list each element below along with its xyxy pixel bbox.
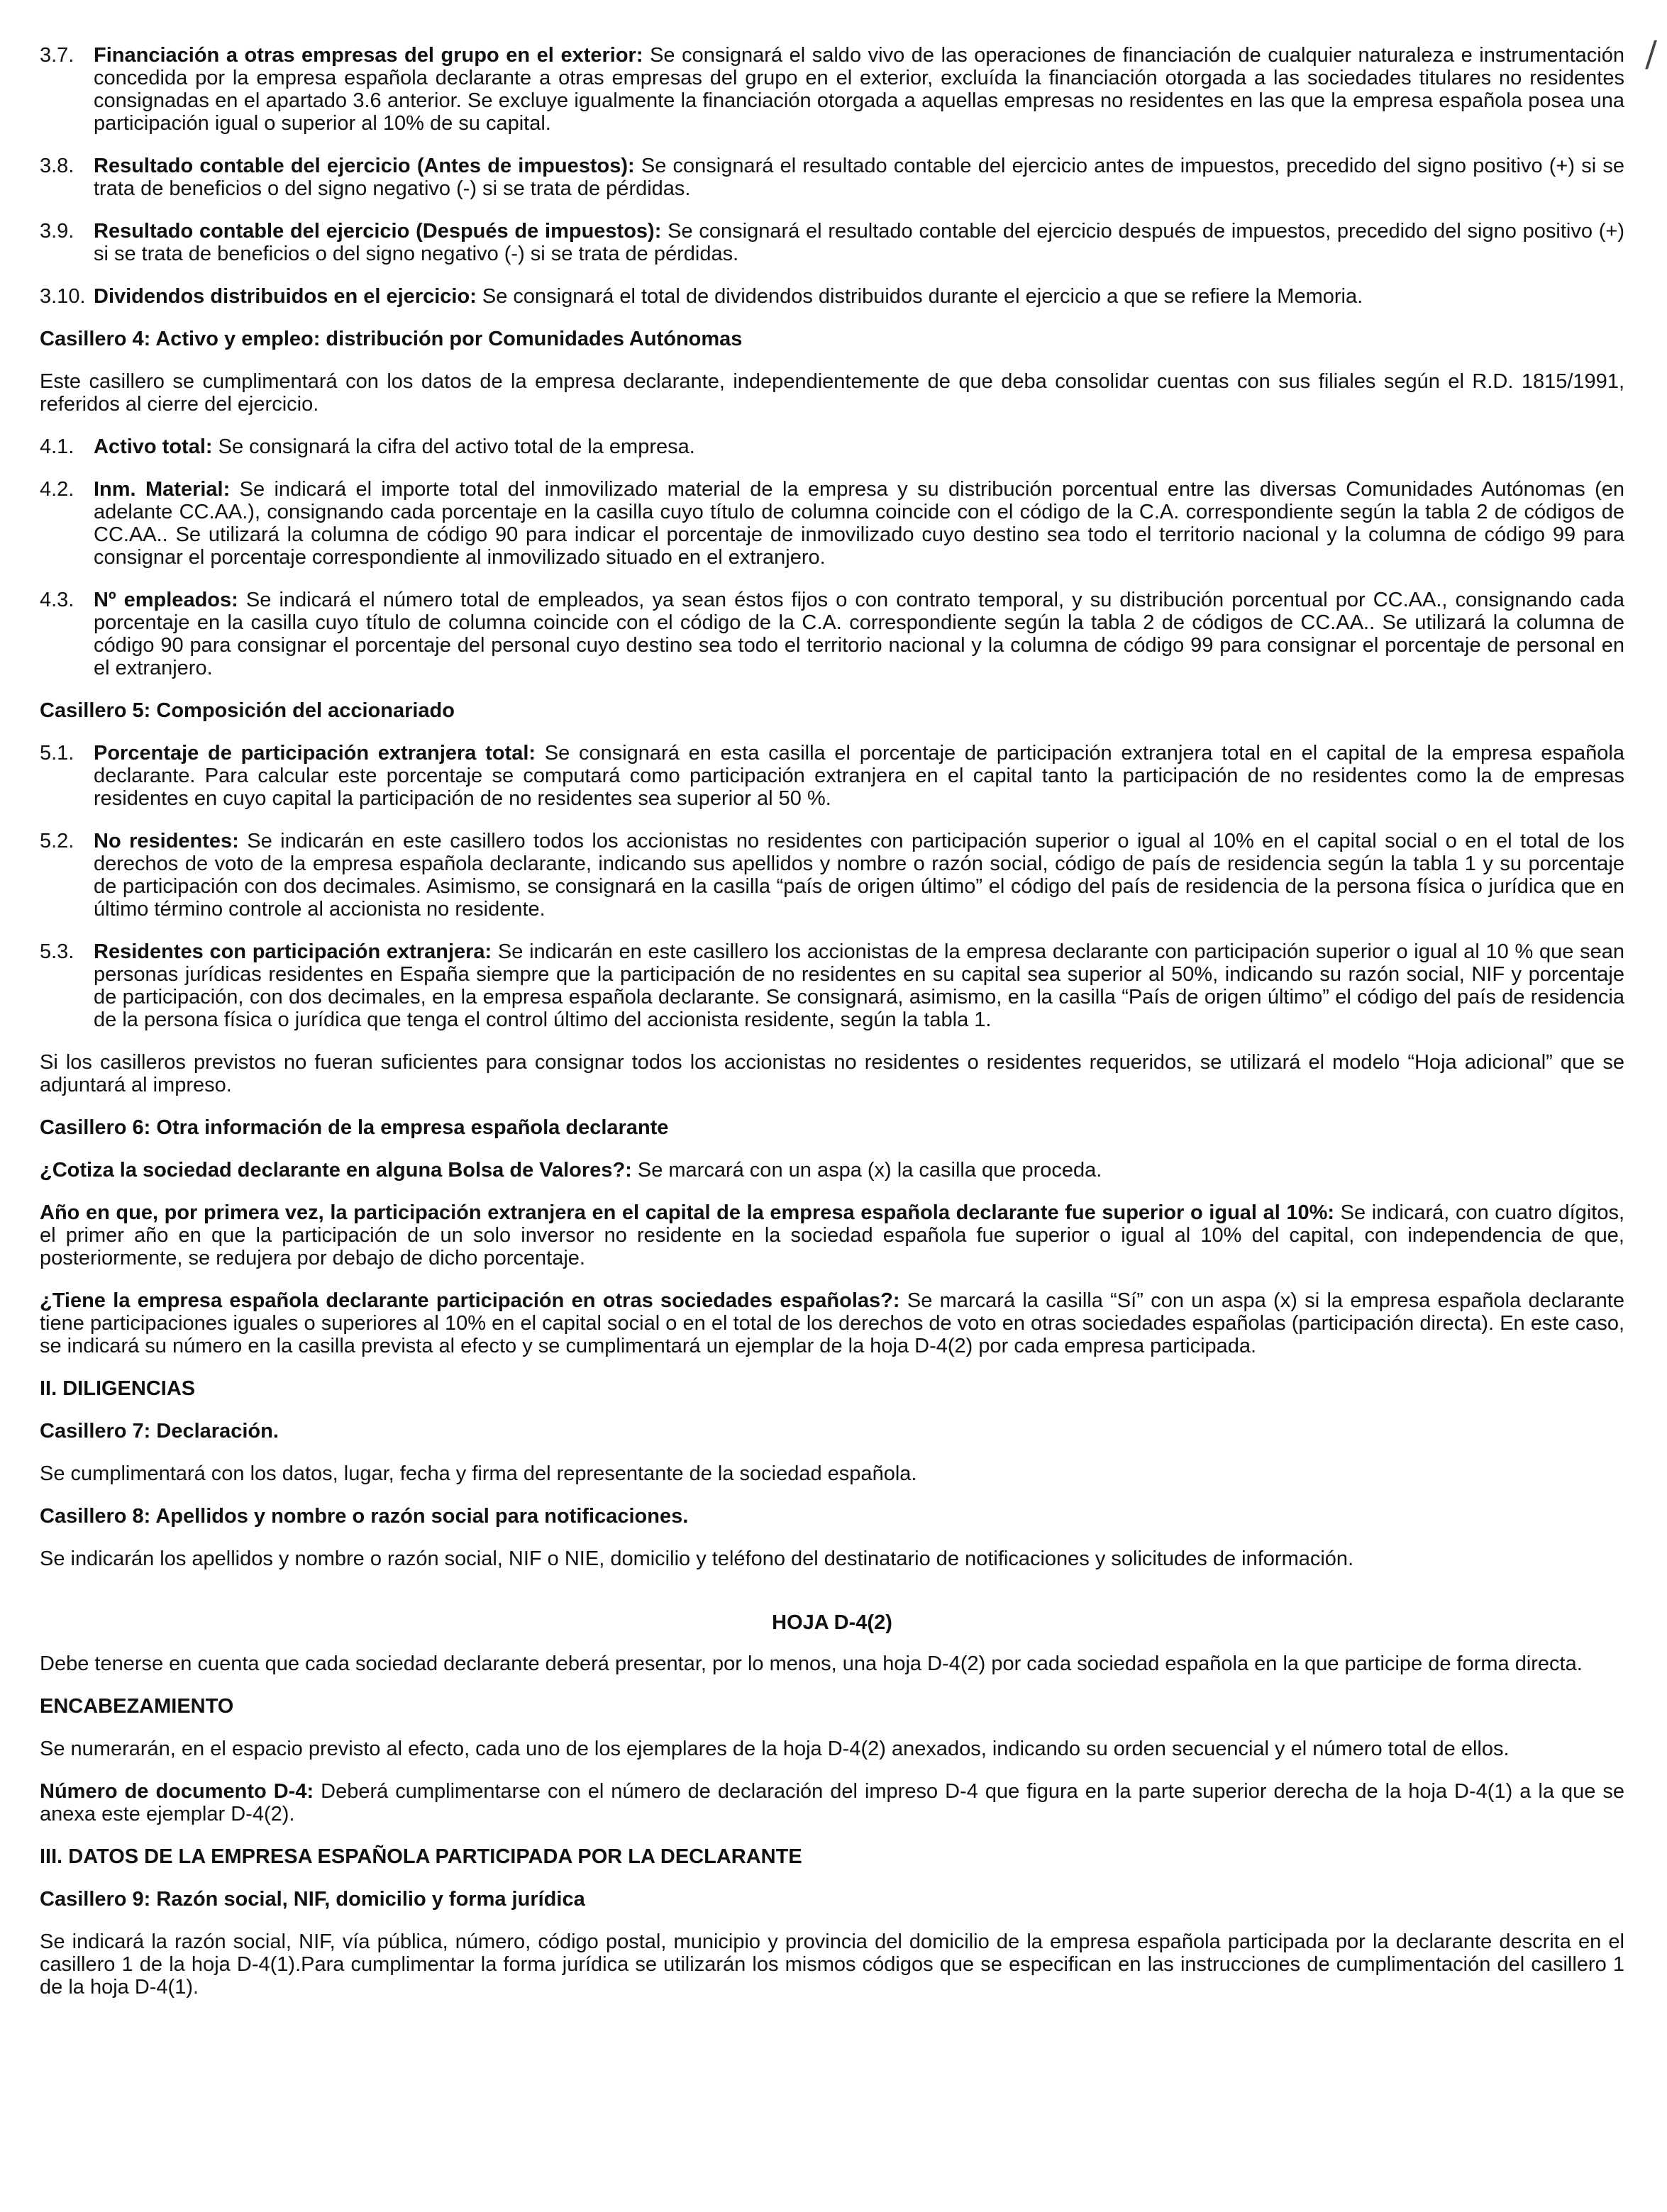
casillero-4-intro: Este casillero se cumplimentará con los datos de la empresa declarante, independientemente de que deba consolidar cuentas con sus filiales según el R.D. 1815/1991, referidos al cierre del ejercicio. — [40, 370, 1624, 416]
item-label: Nº empleados: — [94, 589, 238, 611]
item-label: No residentes: — [94, 830, 239, 852]
item-label: Dividendos distribuidos en el ejercicio: — [94, 285, 477, 308]
casillero-5-note: Si los casilleros previstos no fueran suficientes para consignar todos los accionistas no residentes o residentes requeridos, se utilizará el modelo “Hoja adicional” que se adjuntará al impreso. — [40, 1051, 1624, 1096]
item-label: Residentes con participación extranjera: — [94, 940, 492, 963]
item-number: 3.9. — [40, 220, 74, 243]
item-label: Resultado contable del ejercicio (Antes de impuestos): — [94, 155, 635, 177]
casillero-9-heading: Casillero 9: Razón social, NIF, domicilio y forma jurídica — [40, 1888, 585, 1911]
list-item — [40, 742, 1624, 810]
item-label: Activo total: — [94, 435, 213, 458]
casillero-5-heading: Casillero 5: Composición del accionariado — [40, 699, 455, 722]
item-number: 5.2. — [40, 830, 74, 852]
list-item — [40, 830, 1624, 921]
item-label: Inm. Material: — [94, 478, 231, 501]
list-item — [40, 155, 1624, 200]
item-label: Porcentaje de participación extranjera total: — [94, 742, 536, 765]
item-body: Se consignará la cifra del activo total de la empresa. — [212, 435, 695, 458]
paragraph-label: ¿Tiene la empresa española declarante participación en otras sociedades españolas?: — [40, 1289, 900, 1312]
item-number: 4.3. — [40, 589, 74, 611]
items-section-3 — [40, 44, 1624, 308]
section-iii-heading: III. DATOS DE LA EMPRESA ESPAÑOLA PARTICIPADA POR LA DECLARANTE — [40, 1845, 802, 1868]
item-text — [94, 285, 1624, 308]
casillero-4-heading: Casillero 4: Activo y empleo: distribución por Comunidades Autónomas — [40, 328, 743, 350]
casillero-7-heading: Casillero 7: Declaración. — [40, 1420, 279, 1443]
casillero-6-paragraph — [40, 1201, 1624, 1269]
item-body: Se indicarán en este casillero todos los accionistas no residentes con participación superior o igual al 10% en el capital social o en el total de los derechos de voto de la empresa española declarante, indicando sus apellidos y nombre o razón social, código de país de residencia según la tabla 1 y su porcentaje de participación con dos decimales. Asimismo, se consignará en la casilla “país de origen último” el código del país de residencia de la persona física o jurídica que en último término controle al accionista no residente. — [94, 830, 1624, 921]
paragraph-label: ¿Cotiza la sociedad declarante en alguna Bolsa de Valores?: — [40, 1159, 632, 1182]
item-body: Se consignará el saldo vivo de las operaciones de financiación de cualquier naturaleza e instrumentación concedida por la empresa española declarante a otras empresas del grupo en el exterior, excluída la financiación otorgada a las sociedades titulares no residentes consignadas en el apartado 3.6 anterior. Se excluye igualmente la financiación otorgada a aquellas empresas no residentes en las que la empresa española posea una participación igual o superior al 10% de su capital. — [94, 44, 1624, 135]
margin-mark: / — [1645, 33, 1657, 74]
casillero-6-heading: Casillero 6: Otra información de la empresa española declarante — [40, 1116, 669, 1139]
list-item — [40, 435, 1624, 458]
hoja-heading: HOJA D-4(2) — [772, 1611, 892, 1634]
encabezamiento-text: Se numerarán, en el espacio previsto al efecto, cada uno de los ejemplares de la hoja D-4(2) anexados, indicando su orden secuencial y el número total de ellos. — [40, 1738, 1510, 1760]
item-text — [94, 589, 1624, 679]
list-item — [40, 589, 1624, 679]
hoja-text: Debe tenerse en cuenta que cada sociedad declarante deberá presentar, por lo menos, una hoja D-4(2) por cada sociedad española en la que participe de forma directa. — [40, 1652, 1583, 1675]
list-item — [40, 940, 1624, 1031]
item-text — [94, 478, 1624, 569]
item-text — [94, 830, 1624, 921]
encabezamiento-heading: ENCABEZAMIENTO — [40, 1695, 234, 1718]
casillero-9-text: Se indicará la razón social, NIF, vía pública, número, código postal, municipio y provincia del domicilio de la empresa española participada por la declarante descrita en el casillero 1 de la hoja D-4(1).Para cumplimentar la forma jurídica se utilizarán los mismos códigos que se especifican en las instrucciones de cumplimentación del casillero 1 de la hoja D-4(1). — [40, 1930, 1624, 1999]
item-body: Se indicará el importe total del inmovilizado material de la empresa y su distribución porcentual entre las diversas Comunidades Autónomas (en adelante CC.AA.), consignando cada porcentaje en la casilla cuyo título de columna coincide con el código de la C.A. correspondiente según la tabla 2 de códigos de CC.AA.. Se utilizará la columna de código 90 para indicar el porcentaje de inmovilizado cuyo destino sea todo el territorio nacional y la columna de código 99 para consignar el porcentaje correspondiente al inmovilizado situado en el extranjero. — [94, 478, 1624, 569]
item-body: Se consignará en esta casilla el porcentaje de participación extranjera total en el capital de la empresa española declarante. Para calcular este porcentaje se computará como participación extranjera en el capital tanto la participación de no residentes como la de empresas residentes en cuyo capital la participación de no residentes sea superior al 50 %. — [94, 742, 1624, 810]
item-number: 4.2. — [40, 478, 74, 501]
section-ii-heading: II. DILIGENCIAS — [40, 1377, 196, 1400]
item-body: Se indicará el número total de empleados, ya sean éstos fijos o con contrato temporal, y su distribución porcentual por CC.AA., consignando cada porcentaje en la casilla cuyo título de columna coincide con el código de la C.A. correspondiente según la tabla 2 de códigos de CC.AA.. Se utilizará la columna de código 90 para consignar el porcentaje del personal cuyo destino sea todo el territorio nacional y la columna de código 99 para consignar el porcentaje de personal en el extranjero. — [94, 589, 1625, 679]
item-number: 3.7. — [40, 44, 74, 67]
list-item — [40, 285, 1624, 308]
casillero-8-text: Se indicarán los apellidos y nombre o razón social, NIF o NIE, domicilio y teléfono del destinatario de notificaciones y solicitudes de información. — [40, 1547, 1354, 1570]
item-number: 4.1. — [40, 435, 74, 458]
paragraph-body: Deberá cumplimentarse con el número de declaración del impreso D-4 que figura en la parte superior derecha de la hoja D-4(1) a la que se anexa este ejemplar D-4(2). — [40, 1780, 1624, 1825]
item-text — [94, 220, 1624, 265]
item-number: 5.3. — [40, 940, 74, 963]
item-label: Financiación a otras empresas del grupo en el exterior: — [94, 44, 643, 67]
item-body: Se consignará el resultado contable del ejercicio antes de impuestos, precedido del signo positivo (+) si se trata de beneficios o del signo negativo (-) si se trata de pérdidas. — [94, 155, 1624, 200]
items-section-4 — [40, 435, 1624, 679]
casillero-6-paragraph — [40, 1159, 1624, 1182]
item-number: 5.1. — [40, 742, 74, 765]
item-body: Se consignará el total de dividendos distribuidos durante el ejercicio a que se refiere la Memoria. — [476, 285, 1363, 308]
item-text — [94, 435, 1624, 458]
item-body: Se consignará el resultado contable del ejercicio después de impuestos, precedido del signo positivo (+) si se trata de beneficios o del signo negativo (-) si se trata de pérdidas. — [94, 220, 1624, 265]
paragraph-label: Año en que, por primera vez, la participación extranjera en el capital de la empresa española declarante fue superior o igual al 10%: — [40, 1201, 1335, 1224]
numero-documento-paragraph — [40, 1780, 1624, 1825]
item-text — [94, 940, 1624, 1031]
item-label: Resultado contable del ejercicio (Después de impuestos): — [94, 220, 662, 243]
paragraph-label: Número de documento D-4: — [40, 1780, 314, 1803]
item-text — [94, 155, 1624, 200]
casillero-6-paragraph — [40, 1289, 1624, 1357]
casillero-8-heading: Casillero 8: Apellidos y nombre o razón social para notificaciones. — [40, 1505, 689, 1528]
paragraph-body: Se marcará con un aspa (x) la casilla que proceda. — [631, 1159, 1102, 1182]
paragraph-body: Se indicará, con cuatro dígitos, el primer año en que la participación de un solo inversor no residente en la sociedad española fue superior o igual al 10% del capital, con independencia de que, posteriormente, se redujera por debajo de dicho porcentaje. — [40, 1201, 1625, 1269]
list-item — [40, 44, 1624, 135]
item-text — [94, 742, 1624, 810]
item-number: 3.8. — [40, 155, 74, 177]
casillero-7-text: Se cumplimentará con los datos, lugar, fecha y firma del representante de la sociedad española. — [40, 1462, 917, 1485]
item-body: Se indicarán en este casillero los accionistas de la empresa declarante con participación superior o igual al 10 % que sean personas jurídicas residentes en España siempre que la participación de no residentes en su capital sea superior al 50%, indicando su razón social, NIF y porcentaje de participación, con dos decimales, en la empresa española declarante. Se consignará, asimismo, en la casilla “País de origen último” el código del país de residencia de la persona física o jurídica que tenga el control último del accionista residente, según la tabla 1. — [94, 940, 1624, 1031]
item-text — [94, 44, 1624, 135]
item-number: 3.10. — [40, 285, 86, 308]
items-section-5 — [40, 742, 1624, 1031]
list-item — [40, 478, 1624, 569]
list-item — [40, 220, 1624, 265]
paragraph-body: Se marcará la casilla “Sí” con un aspa (x) si la empresa española declarante tiene participaciones iguales o superiores al 10% en el capital social o en el total de los derechos de voto en otras sociedades españolas (participación directa). En este caso, se indicará su número en la casilla prevista al efecto y se cumplimentará un ejemplar de la hoja D-4(2) por cada empresa participada. — [40, 1289, 1624, 1357]
